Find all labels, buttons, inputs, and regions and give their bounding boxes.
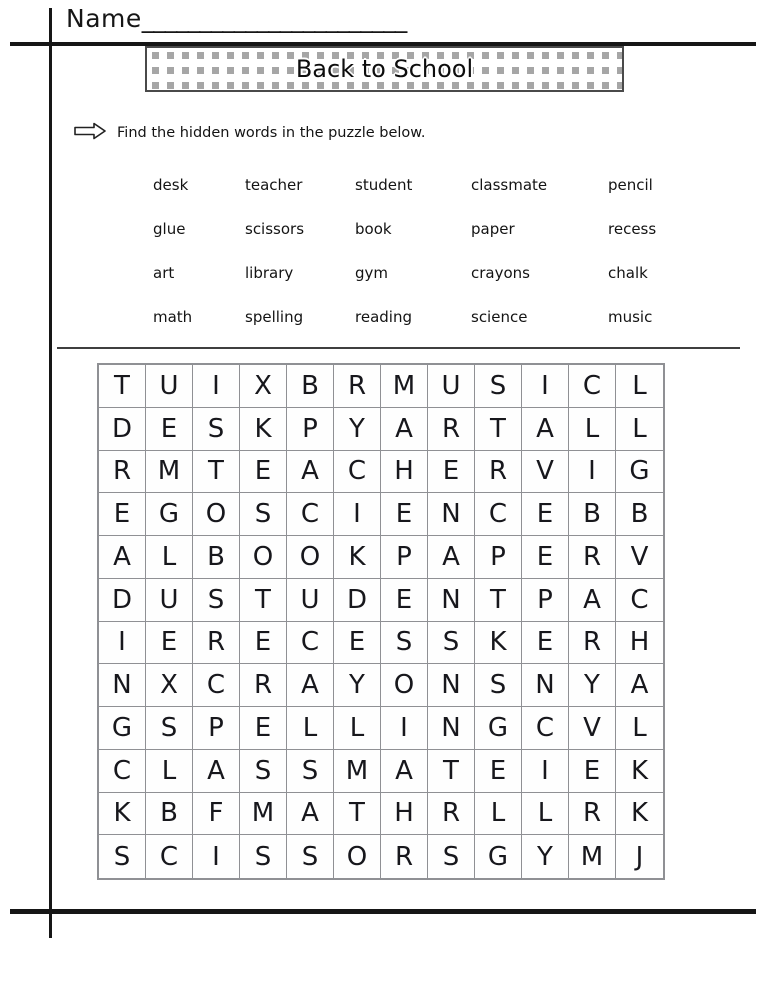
grid-cell: A bbox=[287, 793, 334, 836]
grid-cell: I bbox=[193, 835, 240, 878]
grid-cell: B bbox=[193, 536, 240, 579]
grid-cell: C bbox=[569, 365, 616, 408]
name-blank-underline: _______________________ bbox=[141, 4, 407, 33]
grid-cell: P bbox=[287, 408, 334, 451]
word-list-item: scissors bbox=[245, 220, 305, 238]
page-title: Back to School bbox=[295, 55, 474, 83]
grid-cell: N bbox=[522, 664, 569, 707]
word-list-item: desk bbox=[153, 176, 189, 194]
grid-cell: S bbox=[240, 493, 287, 536]
grid-cell: C bbox=[522, 707, 569, 750]
bottom-rule-line bbox=[10, 909, 756, 914]
word-list bbox=[153, 163, 663, 339]
grid-cell: L bbox=[569, 408, 616, 451]
grid-cell: U bbox=[428, 365, 475, 408]
grid-cell: L bbox=[616, 365, 663, 408]
grid-cell: R bbox=[240, 664, 287, 707]
grid-cell: L bbox=[334, 707, 381, 750]
grid-cell: A bbox=[569, 579, 616, 622]
grid-cell: R bbox=[569, 536, 616, 579]
grid-cell: Y bbox=[522, 835, 569, 878]
grid-cell: S bbox=[428, 622, 475, 665]
grid-cell: I bbox=[522, 750, 569, 793]
grid-cell: C bbox=[287, 493, 334, 536]
grid-cell: A bbox=[381, 750, 428, 793]
grid-cell: K bbox=[616, 750, 663, 793]
grid-cell: I bbox=[522, 365, 569, 408]
grid-cell: L bbox=[287, 707, 334, 750]
instruction-row bbox=[73, 121, 425, 145]
grid-cell: S bbox=[240, 835, 287, 878]
grid-cell: R bbox=[569, 793, 616, 836]
grid-cell: E bbox=[240, 622, 287, 665]
grid-cell: C bbox=[475, 493, 522, 536]
grid-cell: H bbox=[616, 622, 663, 665]
grid-cell: O bbox=[240, 536, 287, 579]
grid-cell: D bbox=[99, 579, 146, 622]
grid-cell: G bbox=[99, 707, 146, 750]
grid-cell: T bbox=[428, 750, 475, 793]
grid-cell: L bbox=[475, 793, 522, 836]
grid-cell: O bbox=[381, 664, 428, 707]
grid-cell: M bbox=[334, 750, 381, 793]
grid-cell: P bbox=[381, 536, 428, 579]
grid-cell: E bbox=[240, 707, 287, 750]
word-list-item: reading bbox=[355, 308, 412, 326]
grid-cell: E bbox=[381, 579, 428, 622]
grid-cell: I bbox=[569, 451, 616, 494]
grid-cell: V bbox=[569, 707, 616, 750]
title-banner bbox=[145, 46, 624, 92]
grid-cell: E bbox=[146, 408, 193, 451]
word-list-item: chalk bbox=[608, 264, 648, 282]
grid-cell: P bbox=[475, 536, 522, 579]
grid-cell: A bbox=[287, 664, 334, 707]
word-list-item: teacher bbox=[245, 176, 303, 194]
grid-cell: B bbox=[616, 493, 663, 536]
grid-cell: L bbox=[616, 408, 663, 451]
grid-cell: S bbox=[240, 750, 287, 793]
grid-cell: A bbox=[616, 664, 663, 707]
grid-cell: Y bbox=[569, 664, 616, 707]
grid-cell: S bbox=[381, 622, 428, 665]
grid-cell: R bbox=[569, 622, 616, 665]
grid-cell: G bbox=[146, 493, 193, 536]
grid-cell: I bbox=[99, 622, 146, 665]
grid-cell: F bbox=[193, 793, 240, 836]
grid-cell: B bbox=[146, 793, 193, 836]
grid-cell: P bbox=[193, 707, 240, 750]
grid-cell: N bbox=[428, 493, 475, 536]
grid-cell: H bbox=[381, 451, 428, 494]
grid-cell: E bbox=[334, 622, 381, 665]
grid-cell: I bbox=[381, 707, 428, 750]
grid-cell: S bbox=[475, 365, 522, 408]
word-list-item: crayons bbox=[471, 264, 530, 282]
grid-cell: V bbox=[522, 451, 569, 494]
name-line bbox=[66, 4, 406, 33]
word-search-grid bbox=[97, 363, 665, 880]
grid-cell: I bbox=[193, 365, 240, 408]
grid-cell: K bbox=[240, 408, 287, 451]
grid-cell: A bbox=[428, 536, 475, 579]
grid-cell: T bbox=[193, 451, 240, 494]
grid-cell: M bbox=[569, 835, 616, 878]
grid-cell: L bbox=[146, 536, 193, 579]
grid-cell: T bbox=[475, 408, 522, 451]
word-list-item: science bbox=[471, 308, 528, 326]
grid-cell: N bbox=[428, 579, 475, 622]
word-list-item: spelling bbox=[245, 308, 304, 326]
grid-cell: V bbox=[616, 536, 663, 579]
grid-cell: M bbox=[240, 793, 287, 836]
grid-cell: E bbox=[99, 493, 146, 536]
grid-cell: E bbox=[569, 750, 616, 793]
grid-cell: L bbox=[522, 793, 569, 836]
grid-cell: K bbox=[334, 536, 381, 579]
grid-cell: E bbox=[522, 493, 569, 536]
grid-cell: S bbox=[287, 750, 334, 793]
grid-cell: G bbox=[616, 451, 663, 494]
grid-cell: P bbox=[522, 579, 569, 622]
word-list-item: student bbox=[355, 176, 413, 194]
word-list-item: recess bbox=[608, 220, 657, 238]
grid-cell: E bbox=[428, 451, 475, 494]
grid-cell: S bbox=[193, 408, 240, 451]
grid-cell: B bbox=[287, 365, 334, 408]
grid-cell: X bbox=[146, 664, 193, 707]
grid-cell: O bbox=[334, 835, 381, 878]
grid-cell: K bbox=[99, 793, 146, 836]
word-list-item: book bbox=[355, 220, 392, 238]
grid-cell: X bbox=[240, 365, 287, 408]
grid-cell: R bbox=[475, 451, 522, 494]
grid-cell: E bbox=[240, 451, 287, 494]
word-list-item: classmate bbox=[471, 176, 548, 194]
grid-cell: E bbox=[522, 536, 569, 579]
grid-cell: U bbox=[146, 579, 193, 622]
grid-cell: Y bbox=[334, 664, 381, 707]
grid-cell: S bbox=[287, 835, 334, 878]
grid-cell: C bbox=[616, 579, 663, 622]
grid-cell: C bbox=[334, 451, 381, 494]
grid-cell: S bbox=[475, 664, 522, 707]
grid-cell: E bbox=[381, 493, 428, 536]
grid-cell: R bbox=[99, 451, 146, 494]
word-list-item: glue bbox=[153, 220, 186, 238]
grid-cell: C bbox=[99, 750, 146, 793]
grid-cell: G bbox=[475, 835, 522, 878]
grid-cell: S bbox=[146, 707, 193, 750]
grid-cell: R bbox=[381, 835, 428, 878]
grid-cell: E bbox=[522, 622, 569, 665]
grid-cell: S bbox=[193, 579, 240, 622]
grid-cell: U bbox=[146, 365, 193, 408]
grid-cell: T bbox=[475, 579, 522, 622]
grid-cell: T bbox=[99, 365, 146, 408]
grid-cell: N bbox=[99, 664, 146, 707]
grid-cell: E bbox=[475, 750, 522, 793]
word-list-item: math bbox=[153, 308, 193, 326]
grid-cell: T bbox=[240, 579, 287, 622]
grid-cell: R bbox=[428, 408, 475, 451]
grid-cell: A bbox=[381, 408, 428, 451]
grid-cell: M bbox=[146, 451, 193, 494]
grid-cell: S bbox=[428, 835, 475, 878]
grid-cell: Y bbox=[334, 408, 381, 451]
instruction-text: Find the hidden words in the puzzle below. bbox=[117, 125, 426, 141]
word-list-item: art bbox=[153, 264, 175, 282]
grid-cell: O bbox=[287, 536, 334, 579]
grid-cell: L bbox=[616, 707, 663, 750]
grid-cell: A bbox=[99, 536, 146, 579]
word-list-item: paper bbox=[471, 220, 515, 238]
grid-cell: K bbox=[475, 622, 522, 665]
grid-cell: S bbox=[99, 835, 146, 878]
grid-cell: E bbox=[146, 622, 193, 665]
word-list-item: library bbox=[245, 264, 294, 282]
grid-cell: I bbox=[334, 493, 381, 536]
grid-cell: G bbox=[475, 707, 522, 750]
grid-cell: C bbox=[287, 622, 334, 665]
grid-cell: C bbox=[193, 664, 240, 707]
name-label: Name bbox=[66, 4, 142, 33]
grid-cell: N bbox=[428, 664, 475, 707]
grid-cell: H bbox=[381, 793, 428, 836]
grid-cell: M bbox=[381, 365, 428, 408]
grid-cell: A bbox=[193, 750, 240, 793]
grid-cell: A bbox=[522, 408, 569, 451]
grid-cell: R bbox=[428, 793, 475, 836]
grid-cell: J bbox=[635, 841, 644, 872]
grid-cell: R bbox=[193, 622, 240, 665]
grid-cell: O bbox=[193, 493, 240, 536]
word-list-item: music bbox=[608, 308, 653, 326]
divider-line bbox=[57, 347, 740, 349]
grid-cell: D bbox=[99, 408, 146, 451]
word-list-item: pencil bbox=[608, 176, 653, 194]
right-arrow-icon bbox=[73, 122, 107, 144]
grid-cell: A bbox=[287, 451, 334, 494]
grid-cell: L bbox=[146, 750, 193, 793]
grid-cell: K bbox=[616, 793, 663, 836]
grid-cell: B bbox=[569, 493, 616, 536]
word-list-item: gym bbox=[355, 264, 389, 282]
grid-cell: C bbox=[146, 835, 193, 878]
notebook-margin-line bbox=[49, 8, 52, 938]
grid-cell: T bbox=[334, 793, 381, 836]
grid-cell: R bbox=[334, 365, 381, 408]
grid-cell: N bbox=[428, 707, 475, 750]
grid-cell: D bbox=[334, 579, 381, 622]
grid-cell: U bbox=[287, 579, 334, 622]
